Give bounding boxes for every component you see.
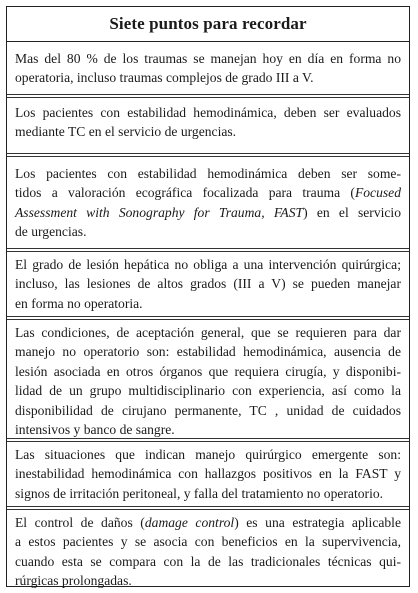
- point-7: [7, 513, 409, 591]
- separator-3: [7, 248, 409, 249]
- point-6-line-2: inestabilidad hemodinámica con hallazgos positivos en la FAST y: [15, 466, 401, 482]
- point-2-line-1: Los pacientes con estabilidad hemodinámica, deben ser evaluados: [15, 105, 401, 120]
- point-5-line-2: manejo no operatorio son: estabilidad hemodinámica, ausencia de: [15, 344, 401, 360]
- point-7-line-1-italic: damage control: [144, 515, 235, 530]
- point-3-line-2: [15, 183, 401, 202]
- point-5-line-6: intensivos y banco de sangre.: [15, 422, 175, 438]
- point-5: [7, 323, 409, 439]
- separator-6: [7, 506, 409, 507]
- point-7-line-4: rúrgicas prolongadas.: [15, 573, 132, 589]
- point-2: [7, 103, 409, 142]
- point-1-line-1: Mas del 80 % de los traumas se manejan hoy en día en forma no: [15, 51, 401, 66]
- point-3-line-2-italic: Focused: [354, 185, 401, 201]
- point-3-line-3: [15, 203, 401, 222]
- point-7-line-1-text: El control de daños (: [15, 515, 145, 530]
- point-4-line-2: incluso, las lesiones de altos grados (III a V) se pueden manejar: [15, 276, 401, 292]
- point-3-line-3-tail: ) en el servicio: [303, 204, 401, 220]
- point-7-line-2: a estos pacientes y se asocia con beneficios en la supervivencia,: [15, 534, 401, 550]
- point-2-line-2: mediante TC en el servicio de urgencias.: [15, 124, 237, 140]
- key-points-box: [6, 6, 410, 587]
- separator-4: [7, 316, 409, 317]
- point-7-line-1-tail: ) es una estrategia aplicable: [234, 515, 401, 530]
- point-4-line-1: El grado de lesión hepática no obliga a una intervención quirúrgica;: [15, 257, 401, 272]
- point-6-line-3: signos de irritación peritoneal, y falla del tratamiento no operatorio.: [15, 485, 384, 501]
- point-7-line-1: [15, 513, 401, 532]
- point-6: [7, 445, 409, 503]
- point-5-line-5: disponibilidad de cirujano permanente, TC , unidad de cuidados: [15, 402, 401, 418]
- point-1-line-2: operatoria, incluso traumas complejos de grado III a V.: [15, 70, 314, 86]
- point-6-line-1: Las situaciones que indican manejo quirúrgico emergente son:: [15, 447, 401, 462]
- point-1: [7, 49, 409, 88]
- point-3-line-1: Los pacientes con estabilidad hemodinámica deben ser some-: [15, 166, 401, 181]
- point-5-line-1: Las condiciones, de aceptación general, que se requieren para dar: [15, 325, 401, 340]
- point-5-line-4: lidad de un grupo multidisciplinario con experiencia, así como la: [15, 383, 401, 399]
- point-3-line-3-italic: Assessment with Sonography for Trauma, FAST: [15, 204, 304, 220]
- point-4-line-3: en forma no operatoria.: [15, 295, 143, 311]
- separator-2: [7, 153, 409, 154]
- separator-1: [7, 94, 409, 95]
- point-3-line-4: de urgencias.: [15, 224, 87, 240]
- point-5-line-3: lesión asociada en otros órganos que requiera cirugía, y disponibi-: [15, 363, 401, 379]
- box-title: Siete puntos para recordar: [7, 7, 409, 42]
- point-3-line-2-text: tidos a valoración ecográfica focalizada para trauma (: [15, 185, 355, 201]
- point-7-line-3: cuando esta se compara con la de las tradicionales técnicas qui-: [15, 553, 401, 569]
- point-3: [7, 164, 409, 242]
- separator-5: [7, 438, 409, 439]
- point-4: [7, 255, 409, 313]
